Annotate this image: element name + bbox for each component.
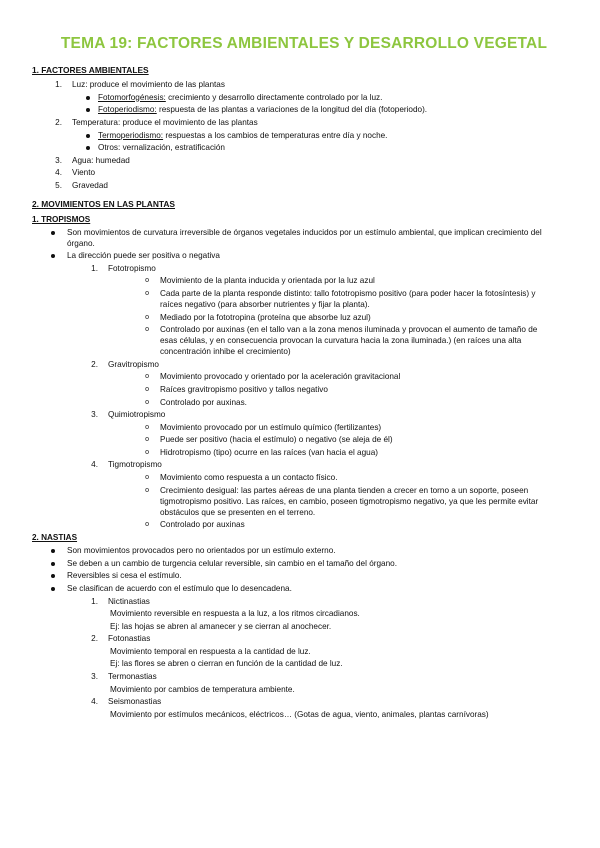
list-item bbox=[141, 371, 556, 382]
bullet-icon bbox=[49, 570, 55, 581]
list-item-text: Se clasifican de acuerdo con el estímulo que lo desencadena. bbox=[67, 584, 292, 594]
list-number: 4. bbox=[91, 697, 98, 707]
bullet-icon bbox=[49, 558, 55, 569]
bullet-icon bbox=[82, 142, 90, 153]
list-item-text: Son movimientos provocados pero no orientados por un estímulo externo. bbox=[67, 546, 336, 556]
list-item bbox=[82, 130, 556, 141]
list-item bbox=[49, 545, 556, 556]
circle-bullet-icon: o bbox=[145, 386, 149, 394]
list-number: 2. bbox=[55, 117, 62, 127]
list-item bbox=[49, 583, 556, 594]
term: Fotoperiodismo: bbox=[98, 105, 157, 115]
nastia-description: Movimiento por estímulos mecánicos, eléctricos… (Gotas de agua, viento, animales, plantas carnívoras) bbox=[110, 709, 489, 719]
circle-bullet-icon: o bbox=[145, 423, 149, 431]
list-number: 2. bbox=[91, 359, 98, 369]
list-item bbox=[49, 250, 556, 261]
definition: Otros: vernalización, estratificación bbox=[98, 143, 225, 153]
nastia-name: Seismonastias bbox=[108, 697, 162, 707]
bullet-icon bbox=[49, 545, 55, 556]
circle-bullet-icon: o bbox=[145, 290, 149, 298]
subsection-heading-tropismos: 1. TROPISMOS bbox=[32, 214, 91, 224]
list-item-text: Controlado por auxinas. bbox=[160, 397, 247, 407]
list-item-text: Se deben a un cambio de turgencia celular reversible, sin cambio en el tamaño del órgano. bbox=[67, 558, 397, 568]
list-item-text: Temperatura: produce el movimiento de las plantas bbox=[72, 117, 258, 127]
list-item-text: Controlado por auxinas (en el tallo van a la zona menos iluminada y provocan el aumento de tamaño de esas células, y en consecuencia provocan la curvatura hacia la zona iluminada.) (en raíces una alta concentración inhibe el crecimiento) bbox=[160, 325, 538, 357]
list-item-text: Movimiento provocado y orientado por la aceleración gravitacional bbox=[160, 372, 401, 382]
definition: respuesta de las plantas a variaciones de la longitud del día (fotoperiodo). bbox=[156, 105, 428, 115]
list-item bbox=[141, 324, 556, 357]
list-item bbox=[141, 447, 556, 458]
list-number: 1. bbox=[91, 596, 98, 606]
nastia-description: Movimiento reversible en respuesta a la luz, a los ritmos circadianos. bbox=[110, 609, 360, 619]
list-item bbox=[82, 104, 556, 115]
subsection-heading-nastias: 2. NASTIAS bbox=[32, 533, 78, 543]
list-item bbox=[141, 288, 556, 310]
list-item bbox=[88, 459, 556, 470]
tropism-name: Tigmotropismo bbox=[108, 460, 162, 470]
list-item bbox=[49, 570, 556, 581]
circle-bullet-icon: o bbox=[145, 473, 149, 481]
list-item-text: Puede ser positivo (hacia el estímulo) o negativo (se aleja de él) bbox=[160, 435, 393, 445]
list-number: 1. bbox=[55, 80, 62, 90]
nastia-description: Movimiento temporal en respuesta a la cantidad de luz. bbox=[110, 646, 311, 656]
list-item bbox=[50, 180, 556, 191]
list-number: 4. bbox=[55, 168, 62, 178]
definition: respuestas a los cambios de temperaturas entre día y noche. bbox=[163, 130, 388, 140]
list-item bbox=[141, 422, 556, 433]
definition: crecimiento y desarrollo directamente controlado por la luz. bbox=[165, 92, 383, 102]
list-number: 2. bbox=[91, 634, 98, 644]
bullet-icon bbox=[49, 227, 55, 238]
list-item bbox=[141, 434, 556, 445]
document-title: TEMA 19: FACTORES AMBIENTALES Y DESARROLLO VEGETAL bbox=[60, 35, 548, 52]
list-item bbox=[50, 167, 556, 178]
circle-bullet-icon: o bbox=[145, 486, 149, 494]
circle-bullet-icon: o bbox=[145, 448, 149, 456]
list-number: 3. bbox=[55, 155, 62, 165]
list-item bbox=[82, 142, 556, 153]
list-item bbox=[88, 409, 556, 420]
list-number: 3. bbox=[91, 410, 98, 420]
term: Fotomorfogénesis: bbox=[98, 92, 166, 102]
list-item bbox=[50, 117, 556, 128]
tropism-name: Gravitropismo bbox=[108, 359, 159, 369]
list-item-text: Gravedad bbox=[72, 180, 108, 190]
list-item-text: Viento bbox=[72, 168, 96, 178]
circle-bullet-icon: o bbox=[145, 326, 149, 334]
bullet-icon bbox=[49, 250, 55, 261]
list-item bbox=[50, 79, 556, 90]
list-item bbox=[49, 227, 556, 249]
list-item bbox=[141, 397, 556, 408]
list-item bbox=[82, 92, 556, 103]
term: Termoperiodismo: bbox=[98, 130, 164, 140]
section-heading-movimientos: 2. MOVIMIENTOS EN LAS PLANTAS bbox=[32, 199, 176, 210]
list-item-text: Reversibles si cesa el estímulo. bbox=[67, 571, 182, 581]
bullet-icon bbox=[49, 583, 55, 594]
list-number: 4. bbox=[91, 460, 98, 470]
list-item bbox=[141, 312, 556, 323]
list-item-text: Raíces gravitropismo positivo y tallos negativo bbox=[160, 385, 328, 395]
list-item-text: Cada parte de la planta responde distinto: tallo fototropismo positivo (para poder hacer la fotosíntesis) y raíces negativo (para absorber nutrientes y fijar la planta). bbox=[160, 289, 536, 310]
list-item-text: Movimiento de la planta inducida y orientada por la luz azul bbox=[160, 276, 375, 286]
list-item bbox=[141, 485, 556, 518]
list-item bbox=[88, 263, 556, 274]
list-item bbox=[88, 359, 556, 370]
nastia-description: Movimiento por cambios de temperatura ambiente. bbox=[110, 684, 295, 694]
circle-bullet-icon: o bbox=[145, 373, 149, 381]
list-item bbox=[141, 275, 556, 286]
nastia-name: Termonastias bbox=[108, 671, 157, 681]
list-number: 1. bbox=[91, 263, 98, 273]
circle-bullet-icon: o bbox=[145, 398, 149, 406]
nastia-example: Ej: las hojas se abren al amanecer y se cierran al anochecer. bbox=[110, 621, 332, 631]
tropism-name: Fototropismo bbox=[108, 263, 156, 273]
list-item bbox=[50, 155, 556, 166]
list-item bbox=[88, 696, 556, 707]
list-item bbox=[49, 558, 556, 569]
list-item-text: Luz: produce el movimiento de las plantas bbox=[72, 80, 225, 90]
nastia-name: Fotonastias bbox=[108, 634, 151, 644]
list-number: 3. bbox=[91, 671, 98, 681]
list-item-text: Hidrotropismo (tipo) ocurre en las raíces (van hacia el agua) bbox=[160, 447, 378, 457]
circle-bullet-icon: o bbox=[145, 313, 149, 321]
bullet-icon bbox=[82, 92, 90, 103]
bullet-icon bbox=[82, 130, 90, 141]
circle-bullet-icon: o bbox=[145, 521, 149, 529]
list-item bbox=[141, 384, 556, 395]
list-number: 5. bbox=[55, 180, 62, 190]
tropism-name: Quimiotropismo bbox=[108, 410, 166, 420]
list-item-text: La dirección puede ser positiva o negativa bbox=[67, 251, 220, 261]
list-item bbox=[141, 519, 556, 530]
bullet-icon bbox=[82, 104, 90, 115]
list-item-text: Crecimiento desigual: las partes aéreas de una planta tienden a crecer en torno a un soporte, poseen tigmotropismo positivo. Las raíces, en cambio, poseen tigmotropismo negativo, ya que les permite evitar obstáculos que se presenten en el terreno. bbox=[160, 485, 539, 517]
section-heading-factores: 1. FACTORES AMBIENTALES bbox=[32, 64, 149, 75]
list-item bbox=[141, 472, 556, 483]
circle-bullet-icon: o bbox=[145, 436, 149, 444]
list-item bbox=[88, 633, 556, 644]
list-item bbox=[88, 671, 556, 682]
nastia-example: Ej: las flores se abren o cierran en función de la cantidad de luz. bbox=[110, 659, 343, 669]
list-item-text: Movimiento como respuesta a un contacto físico. bbox=[160, 472, 338, 482]
list-item-text: Controlado por auxinas bbox=[160, 520, 245, 530]
list-item-text: Son movimientos de curvatura irreversible de órganos vegetales inducidos por un estímulo ambiental, que implican crecimiento del órgano. bbox=[67, 227, 542, 248]
nastia-name: Nictinastias bbox=[108, 596, 150, 606]
list-item-text: Mediado por la fototropina (proteína que absorbe luz azul) bbox=[160, 312, 371, 322]
list-item bbox=[88, 596, 556, 607]
list-item-text: Agua: humedad bbox=[72, 155, 130, 165]
circle-bullet-icon: o bbox=[145, 277, 149, 285]
list-item-text: Movimiento provocado por un estímulo químico (fertilizantes) bbox=[160, 422, 382, 432]
